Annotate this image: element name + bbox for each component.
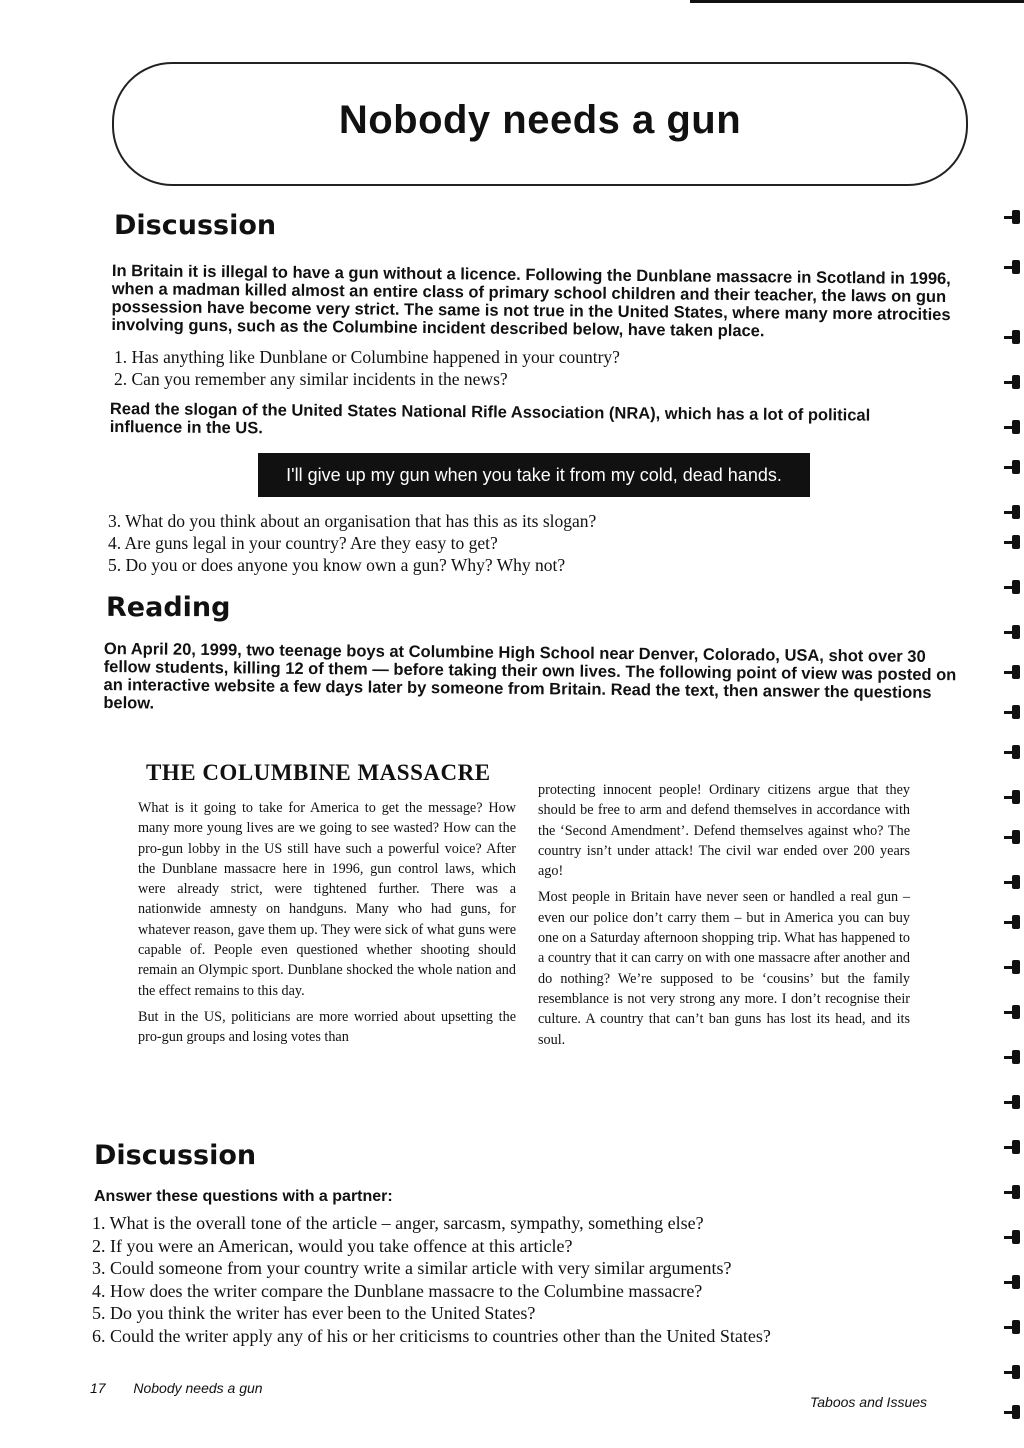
partner-question: 4. How does the writer compare the Dunblane massacre to the Columbine massacre? xyxy=(92,1280,703,1301)
binding-ring xyxy=(996,1405,1022,1419)
nra-instruction: Read the slogan of the United States National Rifle Association (NRA), which has a lot of political influence in the US. xyxy=(109,400,871,438)
article-column-2 xyxy=(538,780,910,1056)
page-title: Nobody needs a gun xyxy=(338,98,742,142)
partner-question: 2. If you were an American, would you take offence at this article? xyxy=(92,1235,573,1256)
binding-ring xyxy=(996,790,1022,804)
partner-instruction: Answer these questions with a partner: xyxy=(94,1188,393,1205)
binding-ring xyxy=(996,745,1022,759)
binding-ring xyxy=(996,1095,1022,1109)
binding-ring xyxy=(996,420,1022,434)
partner-question: 3. Could someone from your country write a similar article with very similar arguments? xyxy=(92,1258,732,1278)
article-column-1 xyxy=(138,798,516,1054)
article-title: THE COLUMBINE MASSACRE xyxy=(146,760,491,785)
discussion-heading-1: Discussion xyxy=(114,210,277,241)
binding-ring xyxy=(996,1230,1022,1244)
article-paragraph: But in the US, politicians are more worried about upsetting the pro-gun groups and losing votes than xyxy=(138,1008,516,1046)
article-paragraph: Most people in Britain have never seen or handled a real gun – even our police don’t carry them – but in America you can buy one on a Saturday afternoon shopping trip. What has happened to a country that it can carry on with one massacre after another and do nothing? We’re supposed to be ‘cousins’ but the family resemblance is not very strong any more. I don’t recognise their culture. A country that can’t ban guns has lost its head, and its soul. xyxy=(538,889,910,1048)
binding-ring xyxy=(996,1005,1022,1019)
binding-ring xyxy=(996,875,1022,889)
binding-ring xyxy=(996,915,1022,929)
spiral-binding xyxy=(996,160,1024,1420)
question-list-a xyxy=(114,346,814,390)
binding-ring xyxy=(996,330,1022,344)
binding-ring xyxy=(996,260,1022,274)
binding-ring xyxy=(996,830,1022,844)
book-title: Taboos and Issues xyxy=(810,1394,928,1410)
question-3: 3. What do you think about an organisation that has this as its slogan? xyxy=(108,511,597,531)
reading-heading: Reading xyxy=(106,592,231,623)
question-2: 2. Can you remember any similar incidents in the news? xyxy=(114,369,508,389)
binding-ring xyxy=(996,1275,1022,1289)
binding-ring xyxy=(996,1140,1022,1154)
discussion-intro: In Britain it is illegal to have a gun without a licence. Following the Dunblane massacre in Scotland in 1996, when a madman killed almost an entire class of primary school children and their teacher, the laws on gun possession have become very strict. The same is not true in the United States, where many more atrocities involving guns, such as the Columbine incident described below, have taken place. xyxy=(111,262,951,341)
binding-ring xyxy=(996,705,1022,719)
binding-ring xyxy=(996,580,1022,594)
binding-ring xyxy=(996,460,1022,474)
partner-question-list xyxy=(92,1212,952,1347)
binding-ring xyxy=(996,1050,1022,1064)
page-number: 17 xyxy=(90,1380,106,1396)
question-5: 5. Do you or does anyone you know own a gun? Why? Why not? xyxy=(108,555,566,575)
footer-left xyxy=(90,1380,263,1396)
partner-question: 1. What is the overall tone of the article – anger, sarcasm, sympathy, something else? xyxy=(92,1213,704,1233)
top-edge-rule xyxy=(690,0,1024,3)
question-4: 4. Are guns legal in your country? Are they easy to get? xyxy=(108,533,498,553)
nra-slogan-box: I'll give up my gun when you take it from my cold, dead hands. xyxy=(258,453,810,497)
partner-question: 5. Do you think the writer has ever been to the United States? xyxy=(92,1303,536,1323)
binding-ring xyxy=(996,665,1022,679)
binding-ring xyxy=(996,210,1022,224)
binding-ring xyxy=(996,535,1022,549)
binding-ring xyxy=(996,505,1022,519)
binding-ring xyxy=(996,625,1022,639)
reading-intro: On April 20, 1999, two teenage boys at Columbine High School near Denver, Colorado, USA, shot over 30 fellow students, killing 12 of them — before taking their own lives. The following point of view was posted on an interactive website a few days later by someone from Britain. Read the text, then answer the questions below. xyxy=(103,640,957,713)
question-list-b xyxy=(108,510,808,576)
binding-ring xyxy=(996,1365,1022,1379)
partner-question: 6. Could the writer apply any of his or her criticisms to countries other than the United States? xyxy=(92,1325,771,1346)
binding-ring xyxy=(996,960,1022,974)
title-banner xyxy=(112,62,968,186)
article-paragraph: What is it going to take for America to get the message? How many more young lives are we going to see wasted? How can the pro-gun lobby in the US still have such a powerful voice? After the Dunblane massacre here in 1996, gun control laws, which were already strict, were tightened further. There was a nationwide amnesty on handguns. Many who had guns, for whatever reason, gave them up. They were sick of what guns were capable of. People even questioned whether shooting should remain an Olympic sport. Dunblane shocked the whole nation and the effect remains to this day. xyxy=(138,800,516,999)
binding-ring xyxy=(996,1185,1022,1199)
discussion-heading-2: Discussion xyxy=(94,1140,257,1171)
question-1: 1. Has anything like Dunblane or Columbine happened in your country? xyxy=(114,347,620,367)
unit-title: Nobody needs a gun xyxy=(133,1380,263,1396)
article-paragraph: protecting innocent people! Ordinary citizens argue that they should be free to arm and defend themselves in accordance with the ‘Second Amendment’. Defend themselves against who? The country isn’t under attack! The civil war ended over 200 years ago! xyxy=(538,782,910,880)
binding-ring xyxy=(996,375,1022,389)
binding-ring xyxy=(996,1320,1022,1334)
